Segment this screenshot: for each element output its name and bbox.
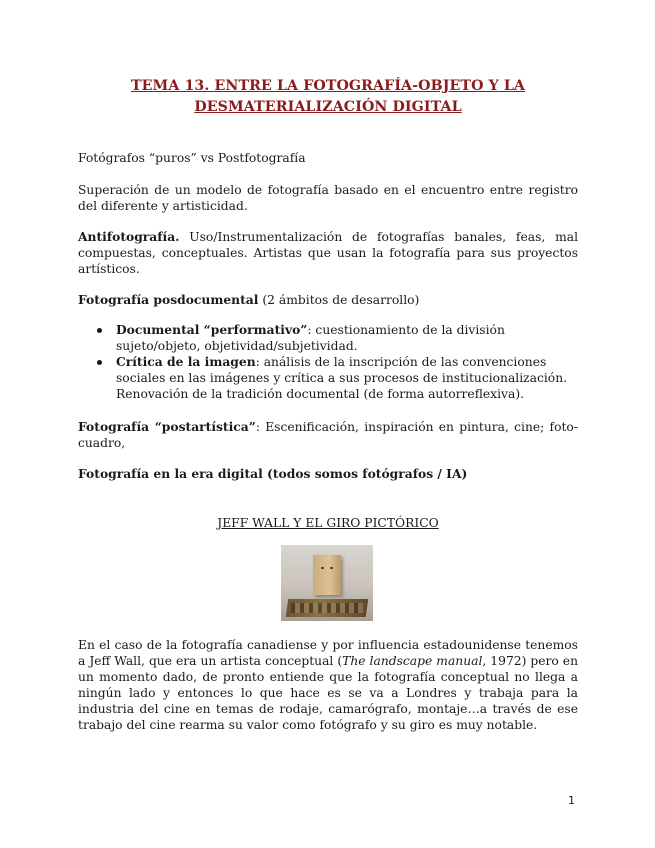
list-item-term: Crítica de la imagen [116,354,256,369]
bullet-icon [97,360,102,365]
photo-box-object [313,555,341,595]
text-jeff-wall-italic: The landscape manual [342,654,483,668]
page-number: 1 [568,794,575,807]
photo-floor-detail [291,603,363,613]
paragraph-antifotografia [78,229,578,277]
list-item-text: : cuestionamiento de la división sujeto/objeto, objetividad/subjetividad. [116,323,505,353]
paragraph-era-digital: Fotografía en la era digital (todos somos fotógrafos / IA) [78,466,468,481]
paragraph-subtitle: Fotógrafos “puros” vs Postfotografía [78,151,306,165]
term-posdocumental: Fotografía posdocumental [78,292,259,307]
title-line-1: TEMA 13. ENTRE LA FOTOGRAFÍA-OBJETO Y LA [130,78,526,94]
paragraph-posdocumental [78,292,578,308]
list-item [78,322,578,354]
artwork-photo [281,545,373,621]
paragraph-superacion: Superación de un modelo de fotografía basado en el encuentro entre registro del diferente y artisticidad. [78,183,578,213]
text-postartistica: : Escenificación, inspiración en pintura, cine; foto-cuadro, [78,420,578,450]
term-postartistica: Fotografía “postartística” [78,419,256,434]
text-jeff-wall-after: , 1972) pero en un momento dado, de pronto entiende que la fotografía conceptual no llega a ningún lado y entonces lo que hace es se va a Londres y trabaja para la industria del cine en temas de rodaje, camarógrafo, montaje…a través de ese trabajo del cine rearma su valor como fotógrafo y su giro es muy notable. [78,654,579,732]
section-heading: JEFF WALL Y EL GIRO PICTÓRICO [217,516,439,530]
list-item-text: : análisis de la inscripción de las convenciones sociales en las imágenes y crítica a sus procesos de institucionalización. Renovación de la tradición documental (de forma autorreflexiva). [116,355,568,401]
posdocumental-list [78,322,578,402]
title-line-2: DESMATERIALIZACIÓN DIGITAL [194,99,462,115]
paragraph-postartistica [78,419,578,451]
text-jeff-wall-before: En el caso de la fotografía canadiense y por influencia estadounidense tenemos a Jeff Wall, que era un artista conceptual ( [78,638,578,668]
document-title [78,76,578,118]
text-posdocumental: (2 ámbitos de desarrollo) [258,293,420,307]
term-antifotografia: Antifotografía. [78,229,180,244]
list-item [78,354,578,402]
list-item-term: Documental “performativo” [116,322,308,337]
bullet-icon [97,328,102,333]
text-antifotografia: Uso/Instrumentalización de fotografías banales, feas, mal compuestas, conceptuales. Artistas que usan la fotografía para sus proyectos artísticos. [78,230,578,276]
paragraph-jeff-wall [78,637,578,733]
